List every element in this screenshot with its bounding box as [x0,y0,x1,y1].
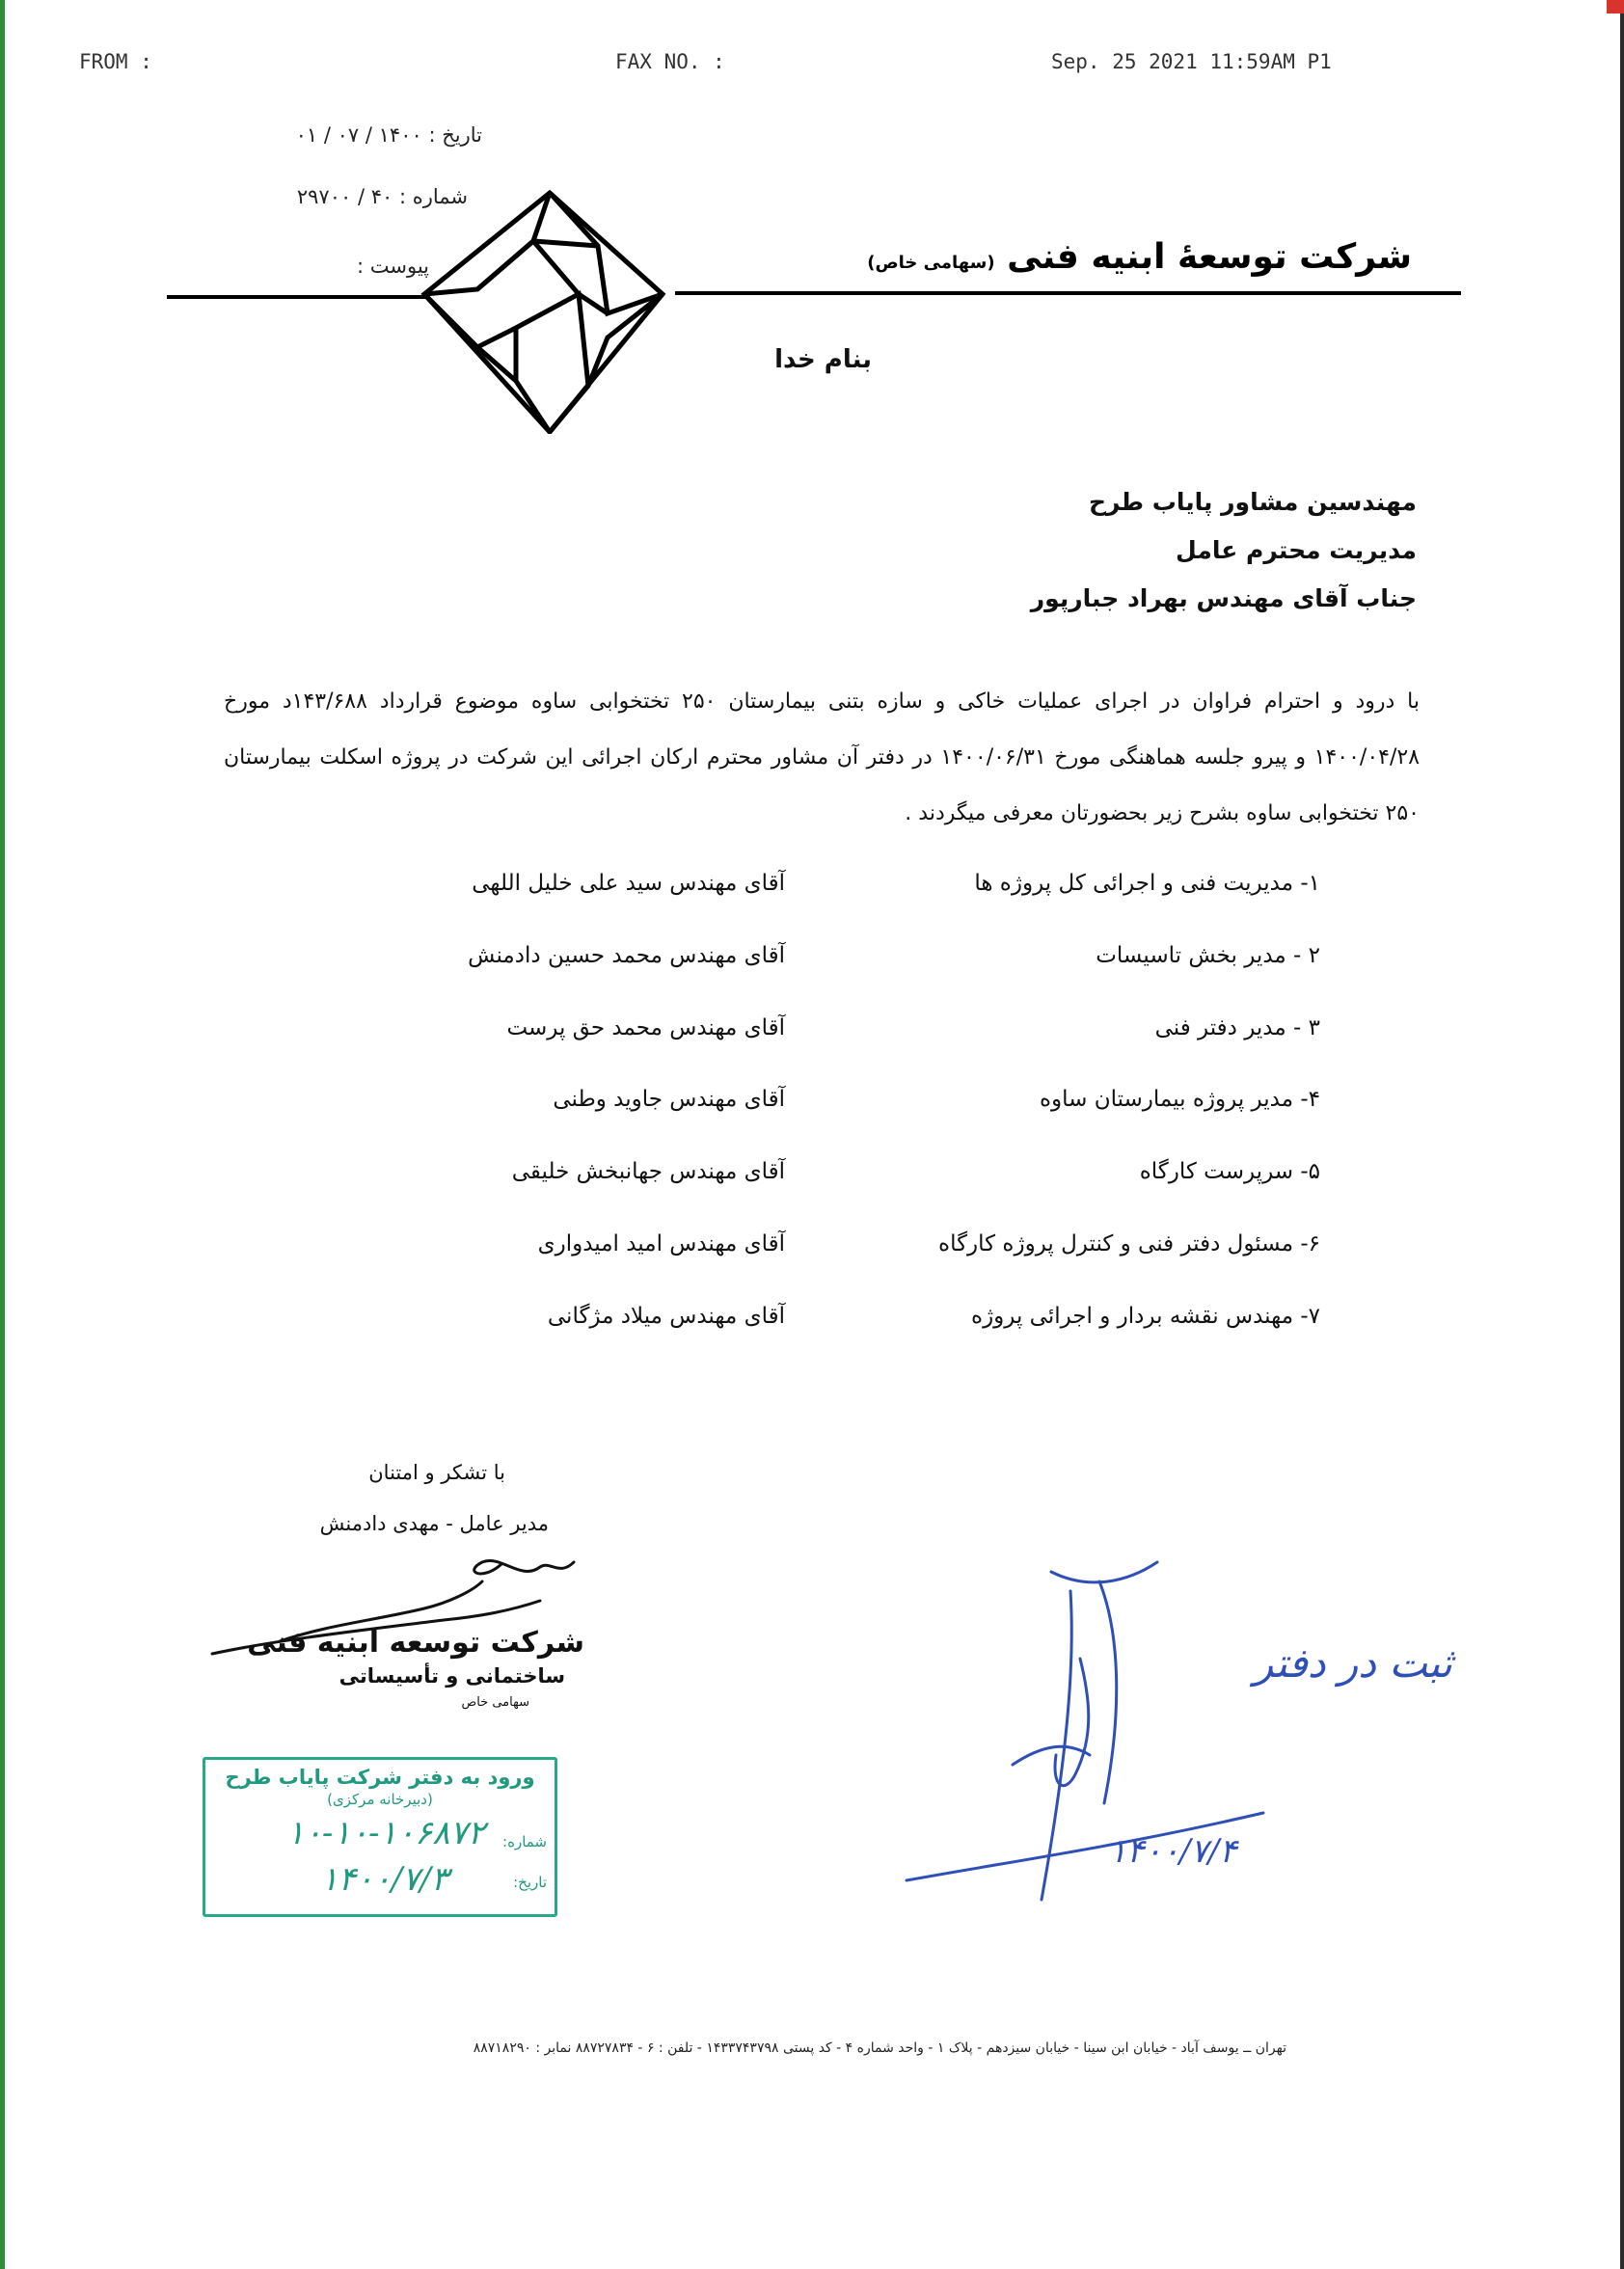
receipt-date-value: ۱۴۰۰/۷/۳ [320,1860,448,1899]
staff-role-4: ۴- مدیر پروژه بیمارستان ساوه [1039,1087,1320,1112]
receipt-stamp [203,1757,557,1917]
staff-person-6: آقای مهندس امید امیدواری [537,1231,785,1256]
receipt-stamp-subtitle: (دبیرخانه مرکزی) [327,1791,433,1808]
receipt-stamp-title: ورود به دفتر شرکت پایاب طرح [225,1766,535,1789]
company-type: (سهامی خاص) [867,253,995,273]
staff-person-3: آقای مهندس محمد حق پرست [506,1015,785,1040]
addressee-line-1: مهندسین مشاور پایاب طرح [1088,488,1417,516]
staff-role-2: ۲ - مدیر بخش تاسیسات [1096,943,1320,968]
receipt-date-label: تاریخ: [513,1874,547,1891]
staff-person-7: آقای مهندس میلاد مژگانی [547,1304,785,1329]
closing-signatory: مدیر عامل - مهدی دادمنش [319,1512,549,1535]
letter-attachment: پیوست : [357,255,429,278]
handwritten-date: ۱۴۰۰/۷/۴ [1109,1832,1237,1871]
fax-datetime: Sep. 25 2021 11:59AM P1 [1051,50,1332,73]
staff-role-5: ۵- سرپرست کارگاه [1139,1159,1320,1184]
header-rule-left [167,295,425,299]
staff-person-1: آقای مهندس سید علی خلیل اللهی [472,871,785,896]
company-name [867,237,1412,277]
letter-body: با درود و احترام فراوان در اجرای عملیات خاکی و سازه بتنی بیمارستان ۲۵۰ تختخوابی ساوه موضوع قرارداد ۱۴۳/۶۸۸د مورخ ۱۴۰۰/۰۴/۲۸ و پیرو جلسه هماهنگی مورخ ۱۴۰۰/۰۶/۳۱ در دفتر آن مشاور محترم ارکان اجرائی این شرکت در پروژه اسکلت بیمارستان ۲۵۰ تختخوابی ساوه بشرح زیر بحضورتان معرفی میگردند . [224,689,1421,825]
letter-date: تاریخ : ۱۴۰۰ / ۰۷ / ۰۱ [295,123,482,147]
staff-role-1: ۱- مدیریت فنی و اجرائی کل پروژه ها [974,871,1320,896]
fax-from: FROM : [79,50,152,73]
staff-person-5: آقای مهندس جهانبخش خلیقی [511,1159,785,1184]
receipt-number-value: ۱۰-۱۰-۱۰۶۸۷۲ [286,1814,485,1852]
company-logo-icon [410,183,690,434]
scan-corner-mark [1607,0,1624,14]
staff-role-3: ۳ - مدیر دفتر فنی [1154,1015,1320,1040]
addressee-line-3: جناب آقای مهندس بهراد جبارپور [1030,584,1417,612]
staff-person-2: آقای مهندس محمد حسین دادمنش [468,943,785,968]
stamp-company-name: شرکت توسعه ابنیه فنی [247,1626,584,1660]
receipt-number-label: شماره: [502,1833,547,1850]
company-name-text: شرکت توسعهٔ ابنیه فنی [1007,237,1412,277]
closing-thanks: با تشکر و امتنان [368,1461,505,1484]
staff-role-6: ۶- مسئول دفتر فنی و کنترل پروژه کارگاه [938,1231,1320,1256]
header-rule-right [675,291,1461,295]
stamp-company-line2: ساختمانی و تأسیساتی [338,1664,565,1688]
scan-edge-right [1620,0,1624,2269]
scan-edge-left [0,0,5,2269]
addressee-line-2: مدیریت محترم عامل [1176,536,1417,564]
fax-number: FAX NO. : [615,50,725,73]
letter-number: شماره : ۴۰ / ۲۹۷۰۰ [296,185,468,208]
stamp-company-line3: سهامی خاص [461,1695,529,1710]
footer-address: تهران ــ یوسف آباد - خیابان ابن سینا - خیابان سیزدهم - پلاک ۱ - واحد شماره ۴ - کد پستی ۱۴۳۳۷۴۳۷۹۸ - تلفن : ۶ - ۸۸۷۲۷۸۳۴ نمابر : ۸۸۷۱۸۲۹۰ [473,2040,1286,2056]
staff-role-7: ۷- مهندس نقشه بردار و اجرائی پروژه [971,1304,1320,1329]
staff-person-4: آقای مهندس جاوید وطنی [553,1087,785,1112]
bismillah: بنام خدا [774,345,872,374]
handwritten-note: ثبت در دفتر [1254,1639,1452,1687]
